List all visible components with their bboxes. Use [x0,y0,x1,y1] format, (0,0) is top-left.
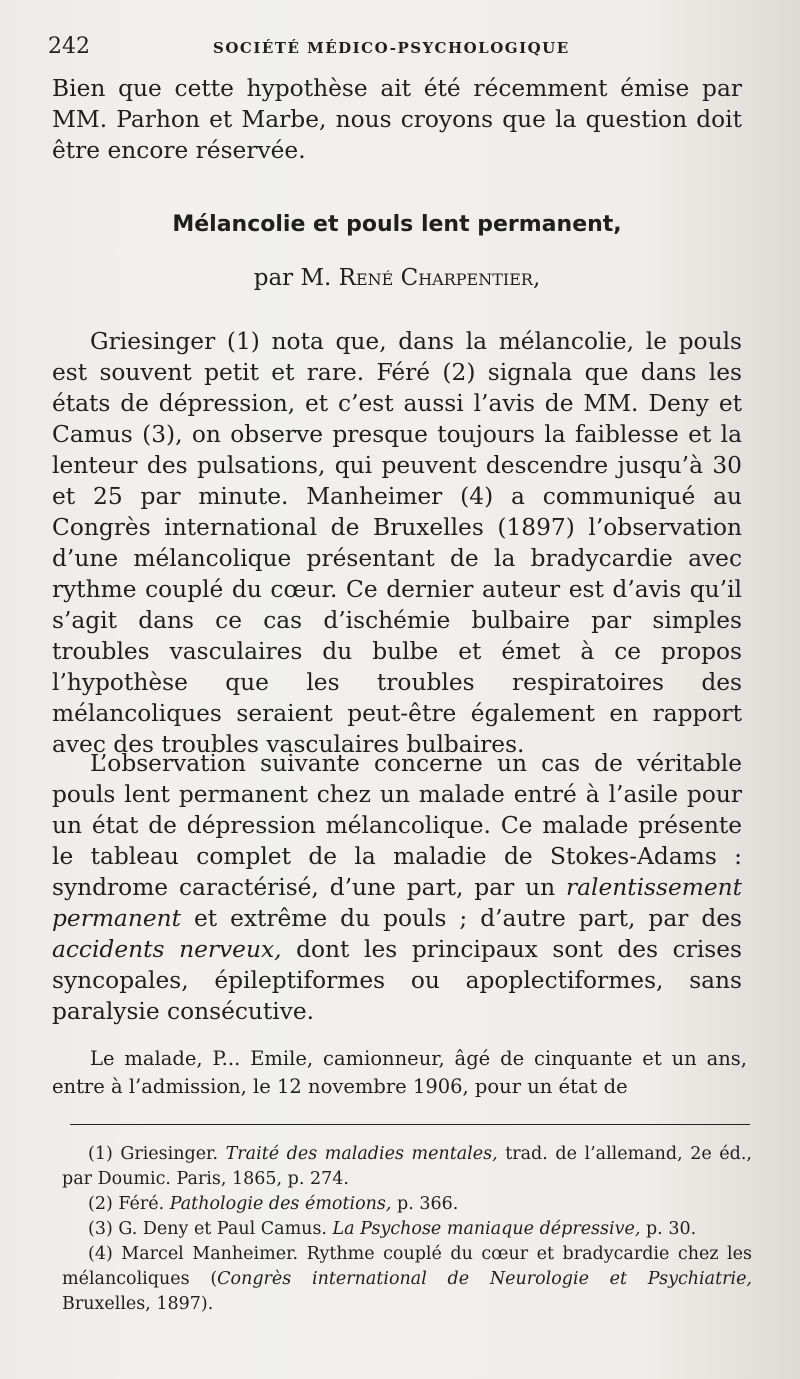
footnote-item [62,1217,752,1242]
page-number: 242 [48,34,90,59]
footnote-text: G. Deny et Paul Camus. [112,1219,333,1239]
byline-prefix: par M. [253,265,332,291]
body-paragraph-1: Griesinger (1) nota que, dans la mélancolie, le pouls est souvent petit et rare. Féré (2) signala que dans les états de dépression, et c’est aussi l’avis de MM. Deny et Camus (3), on observe presque toujours la faiblesse et la lenteur des pulsations, qui peuvent descendre jusqu’à 30 et 25 par minute. Manheimer (4) a communiqué au Congrès international de Bruxelles (1897) l’observation d’une mélancolique présentant de la bradycardie avec rythme couplé du cœur. Ce dernier auteur est d’avis qu’il s’agit dans ce cas d’ischémie bulbaire par simples troubles vasculaires du bulbe et émet à ce propos l’hypothèse que les troubles respiratoires des mélancoliques seraient peut-être également en rapport avec des troubles vasculaires bulbaires. [52,328,742,758]
article-title: Mélancolie et pouls lent permanent, [172,212,622,237]
paragraph-2-text-2: et extrême du pouls ; d’autre part, par des [180,905,742,932]
footnote-text: trad. de l’allemand, 2e éd., par Doumic. Paris, 1865, p. 274. [62,1144,752,1189]
paragraph-2-text-3: dont les principaux sont des crises syncopales, épileptiformes ou apoplectiformes, sans paralysie consécutive. [52,936,742,1025]
byline-author: René Charpentier, [338,265,541,291]
running-header [48,34,748,64]
footnote-item [62,1142,752,1192]
body-paragraph-2 [52,748,742,1027]
paragraph-2-italic-2: accidents nerveux, [52,936,282,963]
footnote-text: Bruxelles, 1897). [62,1294,214,1314]
footnote-text: p. 30. [640,1219,697,1239]
footnote-marker: (2) [88,1194,113,1214]
footnote-italic: Traité des maladies mentales, [225,1144,498,1164]
paragraph-2-text-1: L’observation suivante concerne un cas de véritable pouls lent permanent chez un malade entré à l’asile pour un état de dépression mélancolique. Ce malade présente le tableau complet de la maladie de Stokes-Adams : syndrome caractérisé, d’une part, par un [52,750,742,901]
footnote-text: Griesinger. [112,1144,226,1164]
paragraph-2-italic-1: ralentissement permanent [52,874,742,932]
footnote-italic: Congrès international de Neurologie et Psychiatrie, [217,1269,752,1289]
footnote-text: Marcel Manheimer. Rythme couplé du cœur et bradycardie chez les mélancoliques ( [62,1244,752,1289]
intro-paragraph: Bien que cette hypothèse ait été récemment émise par MM. Parhon et Marbe, nous croyons que la question doit être encore réservée. [52,75,742,164]
footnote-text: Féré. [112,1194,170,1214]
footnote-italic: Pathologie des émotions, [169,1194,392,1214]
footnote-item [62,1242,752,1317]
footnote-text: p. 366. [391,1194,459,1214]
footnote-item [62,1192,752,1217]
journal-title: SOCIÉTÉ MÉDICO-PSYCHOLOGIQUE [213,39,570,57]
footnote-marker: (4) [88,1244,113,1264]
body-paragraph-3: Le malade, P... Emile, camionneur, âgé de cinquante et un ans, entre à l’admission, le 12 novembre 1906, pour un état de [52,1047,747,1098]
footnote-rule [70,1124,750,1125]
article-byline [52,265,742,291]
footnote-marker: (1) [88,1144,113,1164]
footnotes [62,1142,752,1317]
footnote-marker: (3) [88,1219,113,1239]
footnote-italic: La Psychose maniaque dépressive, [332,1219,641,1239]
